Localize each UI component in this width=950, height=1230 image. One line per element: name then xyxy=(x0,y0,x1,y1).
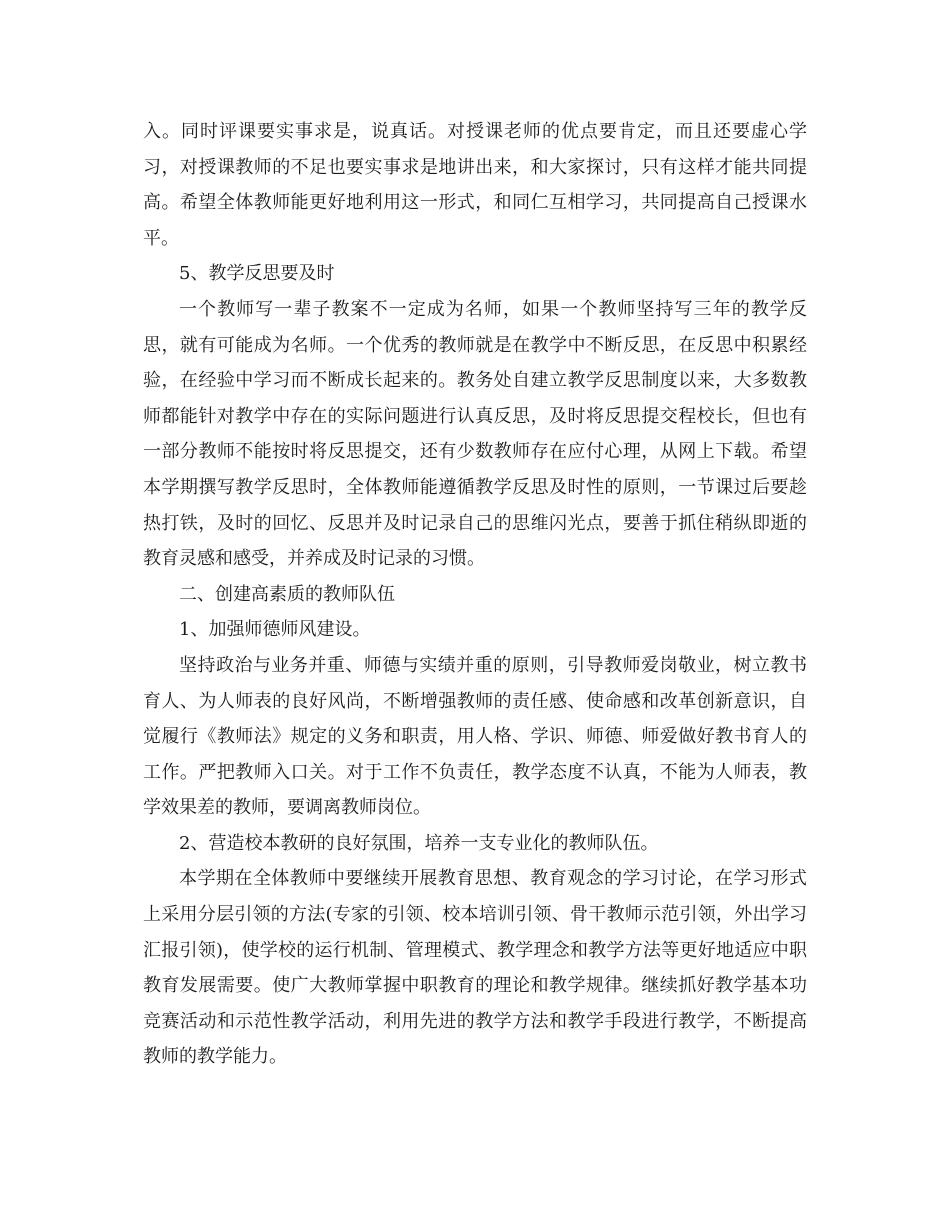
heading-ethics: 1、加强师德师风建设。 xyxy=(179,619,371,641)
heading-teacher-team: 二、创建高素质的教师队伍 xyxy=(179,583,395,605)
paragraph-teaching-reflection: 一个教师写一辈子教案不一定成为名师，如果一个教师坚持写三年的教学反思，就有可能成为名师。一个优秀的教师就是在教学中不断反思，在反思中积累经验，在经验中学习而不断成长起来的。教务处自建立教学反思制度以来，大多数教师都能针对教学中存在的实际问题进行认真反思，及时将反思提交程校长，但也有一部分教师不能按时将反思提交，还有少数教师存在应付心理，从网上下载。希望本学期撰写教学反思时，全体教师能遵循教学反思及时性的原则，一节课过后要趁热打铁，及时的回忆、反思并及时记录自己的思维闪光点，要善于抓住稍纵即逝的教育灵感和感受，并养成及时记录的习惯。 xyxy=(143,298,807,570)
paragraph-ethics: 坚持政治与业务并重、师德与实绩并重的原则，引导教师爱岗敬业，树立教书育人、为人师表的良好风尚，不断增强教师的责任感、使命感和改革创新意识，自觉履行《教师法》规定的义务和职责，用人格、学识、师德、师爱做好教书育人的工作。严把教师入口关。对于工作不负责任，教学态度不认真，不能为人师表，教学效果差的教师，要调离教师岗位。 xyxy=(143,654,807,819)
heading-school-research: 2、营造校本教研的良好氛围，培养一支专业化的教师队伍。 xyxy=(179,832,659,854)
paragraph-continued: 入。同时评课要实事求是，说真话。对授课老师的优点要肯定，而且还要虚心学习，对授课教师的不足也要实事求是地讲出来，和大家探讨，只有这样才能共同提高。希望全体教师能更好地利用这一形式，和同仁互相学习，共同提高自己授课水平。 xyxy=(143,121,807,249)
document-body xyxy=(143,114,807,1075)
heading-teaching-reflection: 5、教学反思要及时 xyxy=(179,263,335,285)
paragraph-school-research: 本学期在全体教师中要继续开展教育思想、教育观念的学习讨论，在学习形式上采用分层引领的方法(专家的引领、校本培训引领、骨干教师示范引领，外出学习汇报引领)，使学校的运行机制、管理模式、教学理念和教学方法等更好地适应中职教育发展需要。使广大教师掌握中职教育的理论和教学规律。继续抓好教学基本功竞赛活动和示范性教学活动，利用先进的教学方法和教学手段进行教学，不断提高教师的教学能力。 xyxy=(143,868,807,1068)
